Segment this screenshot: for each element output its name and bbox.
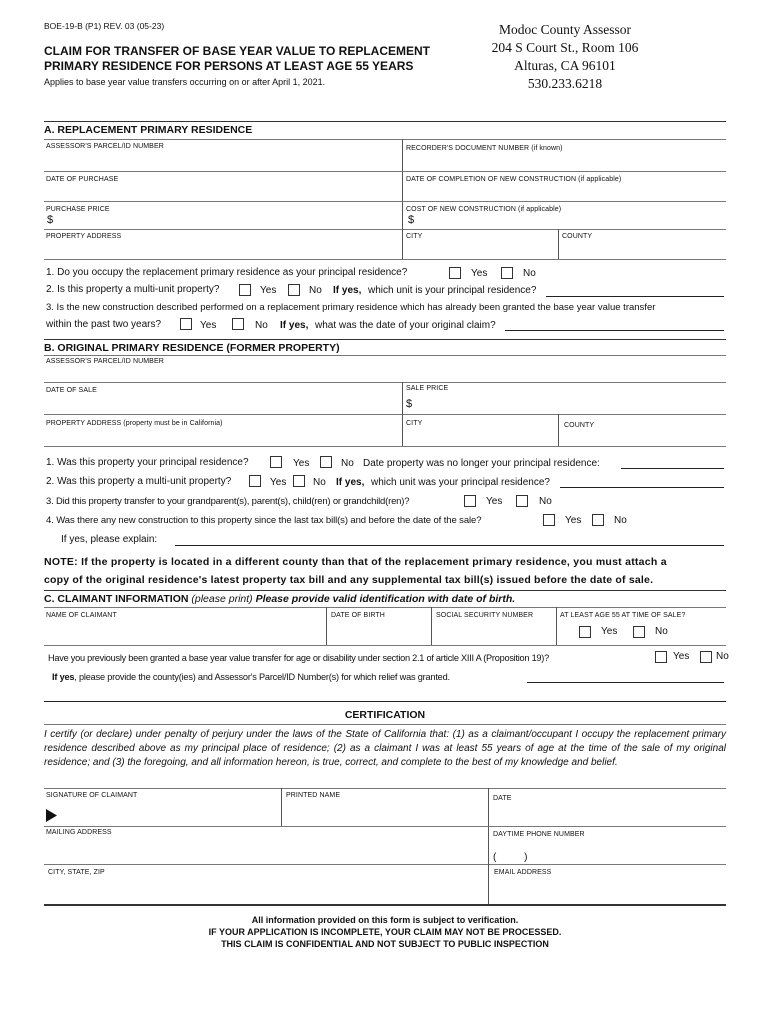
a-county-label: COUNTY xyxy=(562,233,593,240)
city-state-zip-label: CITY, STATE, ZIP xyxy=(48,869,105,876)
a-rule-2 xyxy=(44,171,726,172)
office-city: Alturas, CA 96101 xyxy=(514,58,616,73)
section-c-top-rule xyxy=(44,590,726,591)
section-c-heading-row xyxy=(44,593,515,605)
c-name-field[interactable] xyxy=(46,621,324,643)
csz-divider xyxy=(488,864,489,904)
a-purchase-price-label: PURCHASE PRICE xyxy=(46,206,110,213)
b-rule-2 xyxy=(44,382,726,383)
a-construction-cost-field[interactable] xyxy=(419,214,719,229)
b-sale-date-field[interactable] xyxy=(46,396,401,411)
b-parcel-label: ASSESSOR'S PARCEL/ID NUMBER xyxy=(46,358,164,365)
b-q2-yes-label: Yes xyxy=(270,477,287,488)
phone-area-code: ( ) xyxy=(493,852,528,863)
b-q3-no-checkbox[interactable] xyxy=(516,495,528,507)
b-q1-yes-label: Yes xyxy=(293,458,310,469)
c-ifyes-text: , please provide the county(ies) and Assessor's Parcel/ID Number(s) for which relief was granted. xyxy=(74,672,450,682)
phone-label: DAYTIME PHONE NUMBER xyxy=(493,831,585,838)
section-b-heading: B. ORIGINAL PRIMARY RESIDENCE (FORMER PROPERTY) xyxy=(44,342,340,354)
date-field[interactable] xyxy=(493,805,722,825)
a-rule-5 xyxy=(44,259,726,260)
cert-bottom-rule xyxy=(44,904,726,906)
a-recorder-field[interactable] xyxy=(406,154,724,170)
a-purchase-date-label: DATE OF PURCHASE xyxy=(46,176,119,183)
b-sale-price-label: SALE PRICE xyxy=(406,385,449,392)
b-q2-no-label: No xyxy=(313,477,326,488)
a-q3-followup: what was the date of your original claim? xyxy=(315,320,496,331)
b-q4-yes-label: Yes xyxy=(565,515,582,526)
b-sale-price-field[interactable] xyxy=(418,397,718,412)
form-title-line2: PRIMARY RESIDENCE FOR PERSONS AT LEAST AGE 55 YEARS xyxy=(44,59,414,73)
form-id: BOE-19-B (P1) REV. 03 (05-23) xyxy=(44,21,165,31)
email-label: EMAIL ADDRESS xyxy=(494,869,552,876)
b-explain-label: If yes, please explain: xyxy=(61,534,158,545)
cert-rule-3 xyxy=(44,826,726,827)
b-q2-followup: which unit was your principal residence? xyxy=(371,477,550,488)
b-q1-yes-checkbox[interactable] xyxy=(270,456,282,468)
c-prev-question: Have you previously been granted a base year value transfer for age or disability under section 2.1 of article XIII A (Proposition 19)? xyxy=(48,653,549,663)
a-q3-yes-label: Yes xyxy=(200,320,217,331)
section-b-top-rule xyxy=(44,339,726,340)
a-city-divider xyxy=(558,229,559,259)
signature-field[interactable] xyxy=(62,804,276,824)
section-c-rule xyxy=(44,607,726,608)
a-purchase-date-field[interactable] xyxy=(46,185,401,200)
cert-rule-4 xyxy=(44,864,726,865)
a-q1-no-label: No xyxy=(523,268,536,279)
a-construction-date-field[interactable] xyxy=(406,185,724,200)
c-name-label: NAME OF CLAIMANT xyxy=(46,612,117,619)
footer-line1: All information provided on this form is subject to verification. xyxy=(251,915,519,925)
section-a-heading: A. REPLACEMENT PRIMARY RESIDENCE xyxy=(44,124,253,136)
c-age-no-label: No xyxy=(655,626,668,637)
a-q3-ifyes: If yes, xyxy=(280,320,309,331)
b-q2-no-checkbox[interactable] xyxy=(293,475,305,487)
c-dob-divider xyxy=(431,607,432,645)
b-explain-field[interactable] xyxy=(175,545,724,546)
a-q2-yes-checkbox[interactable] xyxy=(239,284,251,296)
a-q1-yes-checkbox[interactable] xyxy=(449,267,461,279)
b-q3-text: 3. Did this property transfer to your grandparent(s), parent(s), child(ren) or grandchild(ren)? xyxy=(46,496,410,507)
section-a-rule xyxy=(44,139,726,140)
b-q1-no-label: No xyxy=(341,458,354,469)
footer-line3: THIS CLAIM IS CONFIDENTIAL AND NOT SUBJECT TO PUBLIC INSPECTION xyxy=(221,939,549,949)
b-address-divider xyxy=(402,414,403,446)
b-parcel-field[interactable] xyxy=(46,367,722,381)
form-title-line1: CLAIM FOR TRANSFER OF BASE YEAR VALUE TO REPLACEMENT xyxy=(44,44,431,58)
date-label: DATE xyxy=(493,795,512,802)
a-q1-no-checkbox[interactable] xyxy=(501,267,513,279)
phone-field[interactable] xyxy=(540,850,720,864)
play-triangle-icon xyxy=(46,809,57,827)
a-q3-line2: within the past two years? xyxy=(46,319,162,330)
section-a-top-rule xyxy=(44,121,726,122)
c-name-divider xyxy=(326,607,327,645)
section-c-heading-print: (please print) xyxy=(191,593,253,605)
b-q3-no-label: No xyxy=(539,496,552,507)
a-q3-no-label: No xyxy=(255,320,268,331)
a-construction-cost-label: COST OF NEW CONSTRUCTION (if applicable) xyxy=(406,206,562,213)
certification-heading: CERTIFICATION xyxy=(344,709,426,721)
b-q1-text: 1. Was this property your principal residence? xyxy=(46,457,249,468)
footer-notice xyxy=(0,914,770,950)
c-age-yes-label: Yes xyxy=(601,626,618,637)
a-q1-yes-label: Yes xyxy=(471,268,488,279)
b-q1-followup: Date property was no longer your principal residence: xyxy=(363,458,600,469)
section-c-heading-id: Please provide valid identification with date of birth. xyxy=(255,593,516,605)
c-age-yes-checkbox[interactable] xyxy=(579,626,591,638)
b-q4-no-label: No xyxy=(614,515,627,526)
a-q2-answer-field[interactable] xyxy=(546,296,724,297)
b-q1-no-checkbox[interactable] xyxy=(320,456,332,468)
b-q2-yes-checkbox[interactable] xyxy=(249,475,261,487)
office-name: Modoc County Assessor xyxy=(498,22,631,37)
section-b-rule xyxy=(44,355,726,356)
b-q3-yes-label: Yes xyxy=(486,496,503,507)
section-c-heading: C. CLAIMANT INFORMATION xyxy=(44,593,189,605)
b-county-label: COUNTY xyxy=(564,422,595,429)
a-q2-ifyes: If yes, xyxy=(333,285,362,296)
form-subtitle: Applies to base year value transfers occurring on or after April 1, 2021. xyxy=(44,77,326,87)
c-ssn-label: SOCIAL SECURITY NUMBER xyxy=(436,612,534,619)
b-address-field[interactable] xyxy=(46,429,401,444)
b-sale-date-label: DATE OF SALE xyxy=(46,387,97,394)
certification-text: I certify (or declare) under penalty of perjury under the laws of the State of California that: (1) as a claimant/occupant I occupy the replacement primary residence described above as my principal place of residence; (2) as a claimant I was at least 55 years of age at the time of the sale of my original residence; and (3) the foregoing, and all information hereon, is true, correct, and complete to the best of my knowledge and belief. xyxy=(44,729,726,768)
a-q2-no-label: No xyxy=(309,285,322,296)
c-ifyes-row xyxy=(52,672,450,682)
c-dob-field[interactable] xyxy=(331,621,429,643)
a-q1-text: 1. Do you occupy the replacement primary residence as your principal residence? xyxy=(46,267,408,278)
a-q2-text: 2. Is this property a multi-unit property? xyxy=(46,284,220,295)
b-q4-no-checkbox[interactable] xyxy=(592,514,604,526)
a-rule-4 xyxy=(44,229,726,230)
office-street: 204 S Court St., Room 106 xyxy=(491,40,639,55)
office-phone: 530.233.6218 xyxy=(527,76,603,91)
b-note-line1: NOTE: If the property is located in a different county than that of the replacement primary residence, you must attach a xyxy=(44,556,667,568)
c-prev-yes-label: Yes xyxy=(673,651,690,662)
a-q2-followup: which unit is your principal residence? xyxy=(368,285,537,296)
assessor-address-block xyxy=(470,21,660,93)
a-recorder-label: RECORDER'S DOCUMENT NUMBER (if known) xyxy=(406,145,563,152)
b-city-field[interactable] xyxy=(406,429,556,444)
b-rule-3 xyxy=(44,414,726,415)
signature-label: SIGNATURE OF CLAIMANT xyxy=(46,792,138,799)
a-construction-dollar: $ xyxy=(408,214,415,226)
certification-rule xyxy=(44,724,726,725)
form-title xyxy=(44,44,430,74)
a-address-divider xyxy=(402,229,403,259)
c-relief-line-2[interactable] xyxy=(44,701,726,702)
a-q3-yes-checkbox[interactable] xyxy=(180,318,192,330)
b-q3-yes-checkbox[interactable] xyxy=(464,495,476,507)
c-age-label: AT LEAST AGE 55 AT TIME OF SALE? xyxy=(560,612,686,619)
c-dob-label: DATE OF BIRTH xyxy=(331,612,385,619)
b-sale-divider xyxy=(402,382,403,414)
c-age-no-checkbox[interactable] xyxy=(633,626,645,638)
c-prev-yes-checkbox[interactable] xyxy=(655,651,667,663)
b-address-label: PROPERTY ADDRESS (property must be in California) xyxy=(46,420,223,427)
b-note-line2: copy of the original residence's latest property tax bill and any supplemental tax bill(s) issued before the date of sale. xyxy=(44,574,654,586)
a-city-label: CITY xyxy=(406,233,423,240)
mailing-address-label: MAILING ADDRESS xyxy=(46,829,112,836)
a-purchase-price-field[interactable] xyxy=(58,214,398,229)
b-rule-4 xyxy=(44,446,726,447)
b-q2-ifyes: If yes, xyxy=(336,477,365,488)
a-address-label: PROPERTY ADDRESS xyxy=(46,233,122,240)
a-column-divider xyxy=(402,139,403,232)
b-q2-unit-field[interactable] xyxy=(560,487,724,488)
cert-rule-2 xyxy=(44,788,726,789)
c-relief-county-field[interactable] xyxy=(527,682,724,683)
b-q4-text: 4. Was there any new construction to this property since the last tax bill(s) and before the date of the sale? xyxy=(46,515,482,526)
c-ifyes-bold: If yes xyxy=(52,672,75,682)
signature-divider xyxy=(281,788,282,826)
city-state-zip-field[interactable] xyxy=(48,878,484,902)
a-construction-date-label: DATE OF COMPLETION OF NEW CONSTRUCTION (if applicable) xyxy=(406,176,622,183)
a-rule-3 xyxy=(44,201,726,202)
b-q4-yes-checkbox[interactable] xyxy=(543,514,555,526)
a-county-field[interactable] xyxy=(562,242,722,258)
c-prev-no-label: No xyxy=(716,651,729,662)
a-parcel-field[interactable] xyxy=(46,152,401,170)
b-q1-date-field[interactable] xyxy=(621,468,724,469)
b-sale-dollar: $ xyxy=(406,398,413,410)
c-ssn-field[interactable] xyxy=(436,621,554,643)
mailing-address-field[interactable] xyxy=(46,839,484,864)
a-q2-no-checkbox[interactable] xyxy=(288,284,300,296)
email-field[interactable] xyxy=(494,878,722,902)
b-city-label: CITY xyxy=(406,420,423,427)
a-q3-no-checkbox[interactable] xyxy=(232,318,244,330)
b-q2-text: 2. Was this property a multi-unit property? xyxy=(46,476,232,487)
a-q3-claim-date-field[interactable] xyxy=(505,330,724,331)
printed-name-label: PRINTED NAME xyxy=(286,792,341,799)
c-prev-no-checkbox[interactable] xyxy=(700,651,712,663)
b-city-divider xyxy=(558,414,559,446)
a-q3-line1: 3. Is the new construction described performed on a replacement primary residence which has already been granted the base year value transfer xyxy=(46,302,656,313)
a-city-field[interactable] xyxy=(406,242,556,258)
c-rule-2 xyxy=(44,645,726,646)
footer-line2: IF YOUR APPLICATION IS INCOMPLETE, YOUR CLAIM MAY NOT BE PROCESSED. xyxy=(208,927,562,937)
a-purchase-dollar: $ xyxy=(47,214,54,226)
a-q2-yes-label: Yes xyxy=(260,285,277,296)
b-county-field[interactable] xyxy=(564,431,722,444)
a-address-field[interactable] xyxy=(46,242,401,258)
c-ssn-divider xyxy=(556,607,557,645)
a-parcel-label: ASSESSOR'S PARCEL/ID NUMBER xyxy=(46,143,164,150)
printed-name-field[interactable] xyxy=(286,802,484,824)
